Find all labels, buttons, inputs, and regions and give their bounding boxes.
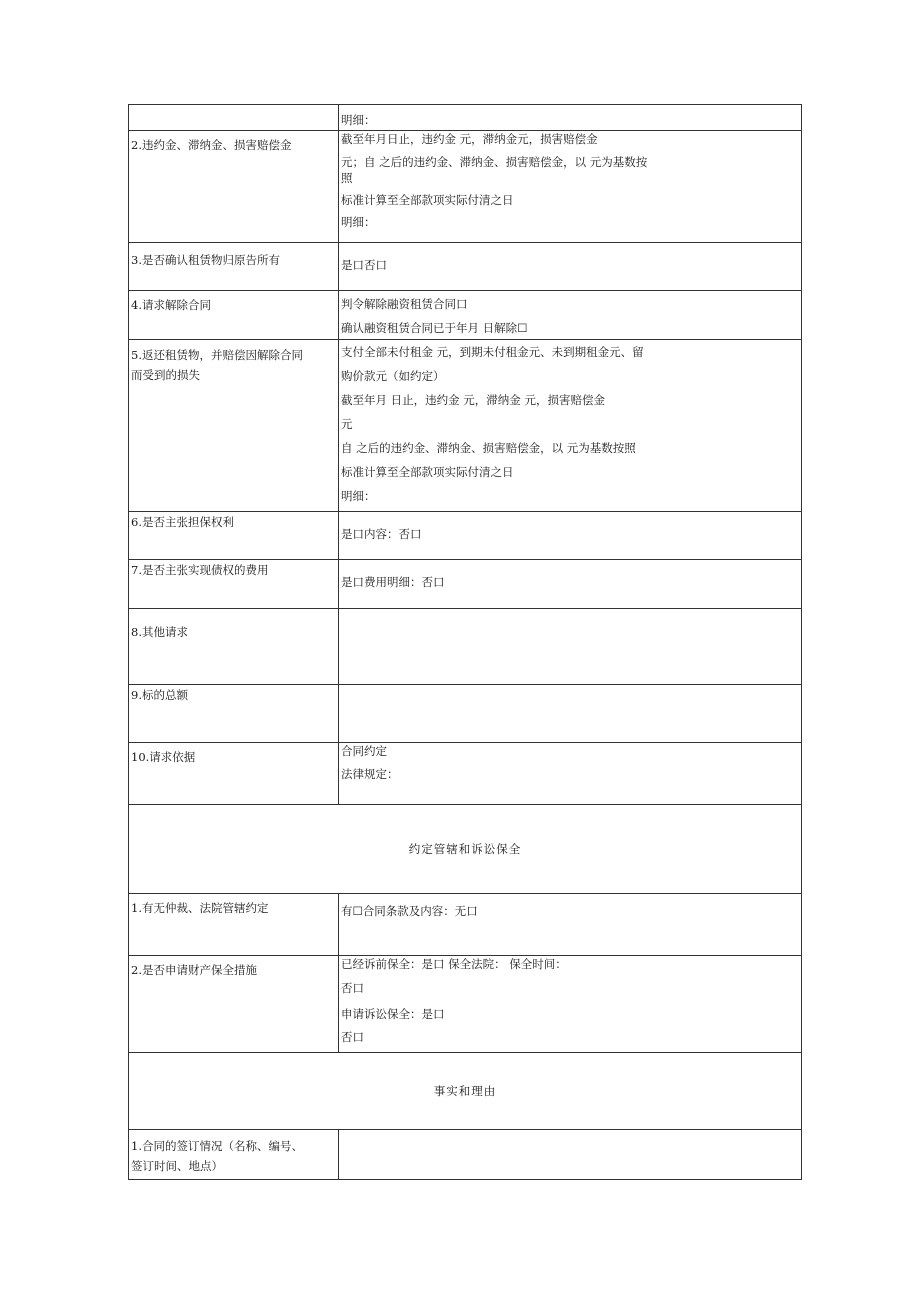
table-row bbox=[129, 340, 802, 512]
content-line: 已经诉前保全：是口 保全法院： 保全时间： bbox=[341, 957, 567, 971]
row-label-cell bbox=[129, 131, 339, 243]
row-label-cell bbox=[129, 685, 339, 743]
content-line: 确认融资租赁合同已于年月 日解除☐ bbox=[341, 321, 528, 335]
section-title-facts: 事实和理由 bbox=[129, 1053, 802, 1130]
row-label-cell bbox=[129, 560, 339, 609]
row-content-cell bbox=[339, 894, 802, 956]
row-label-cell bbox=[129, 291, 339, 340]
row-content-cell bbox=[339, 743, 802, 805]
row-label-cell bbox=[129, 1130, 339, 1180]
row-content-cell bbox=[339, 609, 802, 685]
content-line: 申请诉讼保全：是口 bbox=[341, 1007, 445, 1021]
row-label: 2.是否申请财产保全措施 bbox=[131, 963, 257, 977]
row-label: 1.有无仲裁、法院管辖约定 bbox=[131, 901, 269, 915]
content-line: 是口费用明细：否口 bbox=[341, 575, 445, 589]
row-content-cell bbox=[339, 1130, 802, 1180]
row-content-cell bbox=[339, 131, 802, 243]
table-row bbox=[129, 685, 802, 743]
table-row bbox=[129, 243, 802, 291]
table-row bbox=[129, 105, 802, 131]
content-line: 有☐合同条款及内容：无口 bbox=[341, 904, 478, 918]
row-content-cell bbox=[339, 512, 802, 560]
row-label: 10.请求依据 bbox=[131, 750, 196, 764]
content-line: 标准计算至全部款项实际付清之日 bbox=[341, 193, 514, 207]
table-row bbox=[129, 1130, 802, 1180]
row-content-cell bbox=[339, 685, 802, 743]
content-line: 是口内容：否口 bbox=[341, 527, 422, 541]
table-row bbox=[129, 560, 802, 609]
table-row bbox=[129, 512, 802, 560]
section-header-row bbox=[129, 1053, 802, 1130]
content-line: 照 bbox=[341, 171, 353, 185]
row-label: 而受到的损失 bbox=[131, 368, 200, 382]
row-label: 签订时间、地点） bbox=[131, 1159, 223, 1173]
content-line: 合同约定 bbox=[341, 744, 387, 758]
row-label: 4.请求解除合同 bbox=[131, 298, 211, 312]
section-header-row bbox=[129, 805, 802, 894]
row-content-cell bbox=[339, 340, 802, 512]
content-line: 判令解除融资租赁合同口 bbox=[341, 297, 468, 311]
row-label-cell bbox=[129, 105, 339, 131]
row-label-cell bbox=[129, 609, 339, 685]
content-line: 截至年月 日止，违约金 元，滞纳金 元，损害赔偿金 bbox=[341, 393, 605, 407]
detail-line: 明细： bbox=[341, 113, 376, 127]
content-line: 否口 bbox=[341, 1030, 364, 1044]
table-row bbox=[129, 609, 802, 685]
content-line: 自 之后的违约金、滞纳金、损害赔偿金，以 元为基数按照 bbox=[341, 441, 636, 455]
content-line: 标准计算至全部款项实际付清之日 bbox=[341, 465, 514, 479]
table-row bbox=[129, 131, 802, 243]
row-label: 5.返还租赁物，并赔偿因解除合同 bbox=[131, 348, 303, 362]
content-line: 是口否口 bbox=[341, 258, 387, 272]
content-line: 支付全部未付租金 元，到期未付租金元、未到期租金元、留 bbox=[341, 345, 644, 359]
table-row bbox=[129, 743, 802, 805]
content-line: 截至年月日止，违约金 元，滞纳金元，损害赔偿金 bbox=[341, 132, 598, 146]
table-row bbox=[129, 956, 802, 1053]
row-content-cell bbox=[339, 560, 802, 609]
table-row bbox=[129, 291, 802, 340]
row-content-cell bbox=[339, 243, 802, 291]
row-label: 9.标的总额 bbox=[131, 688, 188, 702]
row-content-cell bbox=[339, 956, 802, 1053]
row-label-cell bbox=[129, 743, 339, 805]
complaint-form-table bbox=[128, 104, 802, 1180]
section-title-jurisdiction: 约定管辖和诉讼保全 bbox=[129, 805, 802, 894]
row-label: 6.是否主张担保权利 bbox=[131, 515, 234, 529]
row-label: 1.合同的签订情况（名称、编号、 bbox=[131, 1139, 303, 1153]
row-label-cell bbox=[129, 512, 339, 560]
content-line: 元 bbox=[341, 417, 353, 431]
row-label-cell bbox=[129, 956, 339, 1053]
row-label-cell bbox=[129, 894, 339, 956]
detail-line: 明细： bbox=[341, 215, 376, 229]
row-label: 8.其他请求 bbox=[131, 625, 188, 639]
content-line: 法律规定： bbox=[341, 767, 399, 781]
detail-line: 明细： bbox=[341, 489, 376, 503]
content-line: 元；自 之后的违约金、滞纳金、损害赔偿金，以 元为基数按 bbox=[341, 155, 648, 169]
row-label-cell bbox=[129, 340, 339, 512]
table-row bbox=[129, 894, 802, 956]
row-content-cell bbox=[339, 291, 802, 340]
row-label: 7.是否主张实现债权的费用 bbox=[131, 563, 269, 577]
row-label: 2.违约金、滞纳金、损害赔偿金 bbox=[131, 138, 292, 152]
row-label: 3.是否确认租赁物归原告所有 bbox=[131, 253, 280, 267]
content-line: 购价款元（如约定） bbox=[341, 369, 445, 383]
row-content-cell bbox=[339, 105, 802, 131]
row-label-cell bbox=[129, 243, 339, 291]
content-line: 否口 bbox=[341, 981, 364, 995]
